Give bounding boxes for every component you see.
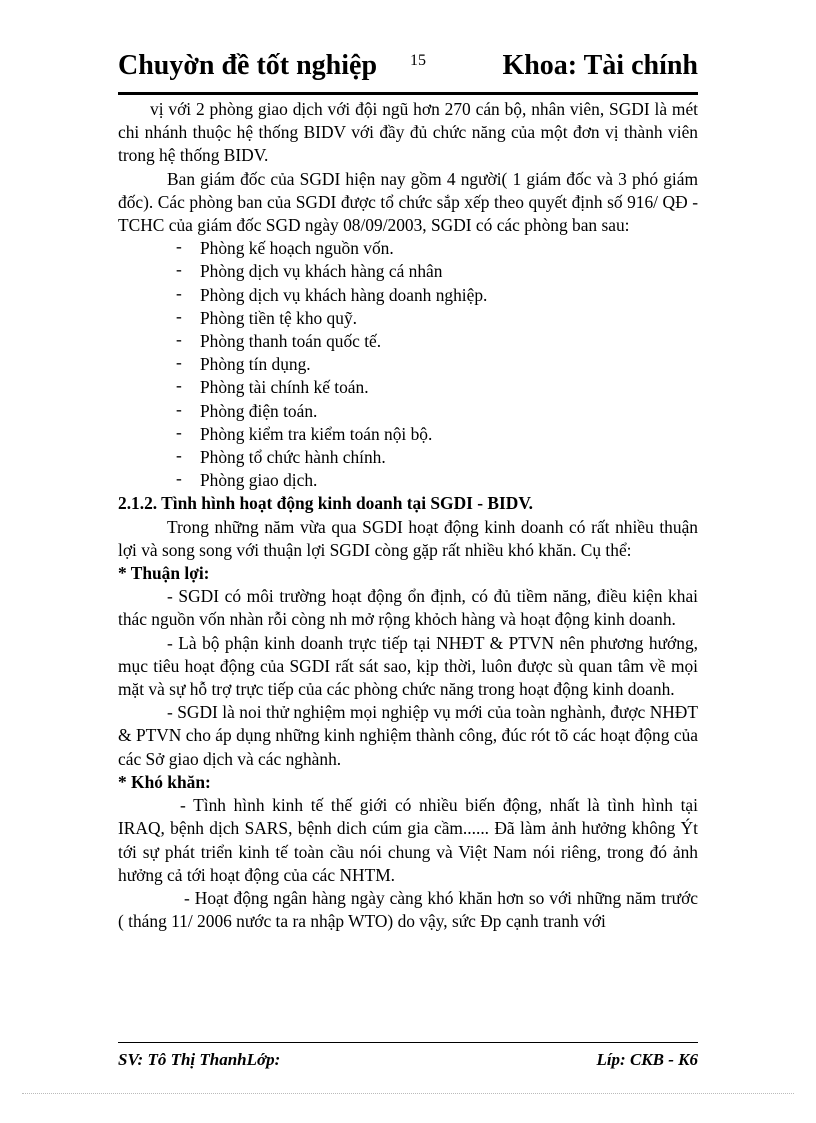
paragraph-difficulty-2: - Hoạt động ngân hàng ngày càng khó khăn hơn so với những năm trước ( tháng 11/ 2006 nước ta ra nhập WTO) do vậy, sức Ðp cạnh tranh với	[118, 887, 698, 932]
page-header	[118, 50, 698, 90]
page-edge-divider	[22, 1093, 794, 1094]
list-item: - Phòng dịch vụ khách hàng cá nhân	[176, 259, 443, 282]
paragraph-intro: vị với 2 phòng giao dịch với đội ngũ hơn 270 cán bộ, nhân viên, SGDI là mét chi nhánh thuộc hệ thống BIDV với đầy đủ chức năng của một đơn vị thành viên trong hệ thống BIDV.	[118, 99, 698, 166]
list-item: - Phòng tiền tệ kho quỹ.	[176, 305, 357, 328]
list-item: - Phòng thanh toán quốc tế.	[176, 329, 382, 352]
class-label: Líp: CKB - K6	[596, 1050, 698, 1069]
advantages-heading: * Thuận lợi:	[118, 563, 210, 584]
paragraph-difficulty-1: - Tình hình kinh tế thế giới có nhiều biến động, nhất là tình hình tại IRAQ, bệnh dịch SARS, bệnh dich cúm gia cầm...... Đã làm ảnh hưởng không Ýt tới sự phát triển kinh tế toàn cầu nói chung và Việt Nam nói riêng, trong đó ảnh hưởng cả tới hoạt động của các NHTM.	[118, 795, 698, 885]
document-title: Chuyờn đề tốt nghiệp	[118, 50, 378, 81]
student-name: SV: Tô Thị ThanhLớp:	[118, 1050, 281, 1069]
list-item: - Phòng giao dịch.	[176, 468, 318, 491]
faculty-label: Khoa: Tài chính	[502, 50, 698, 81]
header-rule	[118, 92, 698, 95]
paragraph-advantage-1: - SGDI có môi trường hoạt động ổn định, có đủ tiềm năng, điều kiện khai thác nguồn vốn nhàn rỗi còng nh mở rộng khỏch hàng và hoạt động kinh doanh.	[118, 586, 698, 630]
list-item: - Phòng kế hoạch nguồn vốn.	[176, 236, 394, 259]
footer-rule	[118, 1042, 698, 1043]
paragraph-advantage-2: - Là bộ phận kinh doanh trực tiếp tại NHĐT & PTVN nên phương hướng, mục tiêu hoạt động của SGDI rất sát sao, kịp thời, luôn được sù quan tâm về mọi mặt và sự hỗ trợ trực tiếp của các phòng chức năng trong hoạt động kinh doanh.	[118, 632, 698, 700]
page-number: 15	[410, 52, 426, 69]
list-item: - Phòng tài chính kế toán.	[176, 375, 369, 398]
section-heading: 2.1.2. Tình hình hoạt động kinh doanh tại SGDI - BIDV.	[118, 493, 533, 514]
difficulties-heading: * Khó khăn:	[118, 771, 211, 792]
paragraph-overview: Trong những năm vừa qua SGDI hoạt động kinh doanh có rất nhiều thuận lợi và song song với thuận lợi SGDI còng gặp rất nhiều khó khăn. Cụ thể:	[118, 516, 698, 560]
paragraph-advantage-3: - SGDI là noi thử nghiệm mọi nghiệp vụ mới của toàn nghành, được NHĐT & PTVN cho áp dụng những kinh nghiệm thành công, đúc rót tõ các hoạt động của các Sở giao dịch và các nghành.	[118, 702, 698, 769]
list-item: - Phòng điện toán.	[176, 398, 318, 421]
list-item: - Phòng tín dụng.	[176, 352, 311, 375]
paragraph-management: Ban giám đốc của SGDI hiện nay gồm 4 người( 1 giám đốc và 3 phó giám đốc). Các phòng ban của SGDI được tổ chức sắp xếp theo quyết định số 916/ QĐ - TCHC của giám đốc SGD ngày 08/09/2003, SGDI có các phòng ban sau:	[118, 168, 698, 236]
list-item: - Phòng kiểm tra kiểm toán nội bộ.	[176, 421, 433, 444]
list-item: - Phòng tổ chức hành chính.	[176, 445, 386, 468]
list-item: - Phòng dịch vụ khách hàng doanh nghiệp.	[176, 282, 488, 305]
department-list	[118, 237, 698, 492]
page-body	[118, 98, 698, 933]
